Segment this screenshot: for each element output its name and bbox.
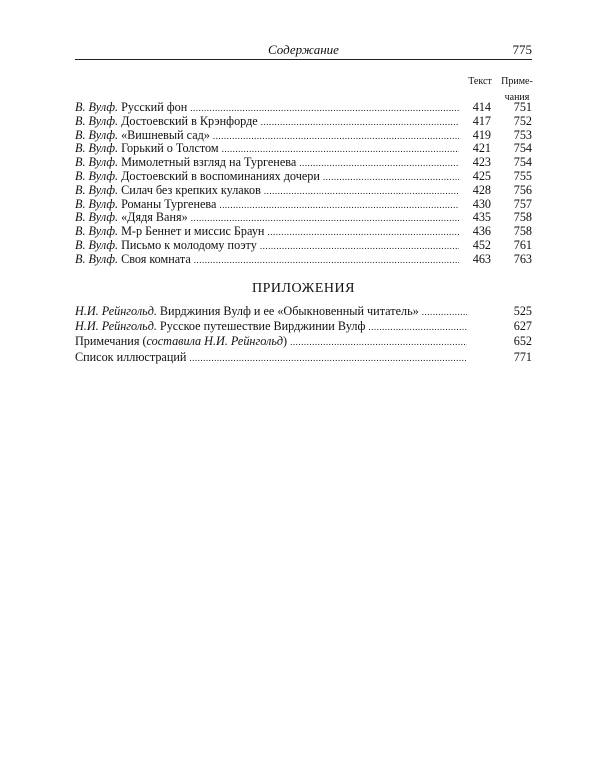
leader-dots xyxy=(260,240,459,254)
toc-notes-page: 756 xyxy=(513,182,532,197)
toc-list xyxy=(75,101,532,267)
toc-author: В. Вулф. xyxy=(75,211,119,225)
toc-row xyxy=(75,239,532,253)
toc-title: М-р Беннет и миссис Браун xyxy=(121,225,265,239)
leader-dots xyxy=(189,351,467,366)
toc-title: Романы Тургенева xyxy=(121,197,217,211)
leader-dots xyxy=(323,171,459,185)
toc-title: Своя комната xyxy=(121,252,191,266)
leader-dots xyxy=(422,305,467,320)
toc-row xyxy=(75,253,532,267)
appendix-row xyxy=(75,350,532,365)
appendix-title-italic: составила Н.И. Рейнгольд xyxy=(146,334,284,349)
toc-text-page: 421 xyxy=(472,141,491,156)
toc-text-page: 425 xyxy=(472,168,491,183)
toc-notes-page: 758 xyxy=(513,224,532,239)
header-rule xyxy=(75,59,532,60)
toc-notes-page: 754 xyxy=(513,141,532,156)
toc-text-page: 430 xyxy=(472,196,491,211)
toc-row xyxy=(75,115,532,129)
appendix-page: 627 xyxy=(513,319,532,334)
toc-author: В. Вулф. xyxy=(75,114,119,128)
toc-title: «Дядя Ваня» xyxy=(121,211,188,225)
leader-dots xyxy=(261,116,459,130)
toc-row xyxy=(75,170,532,184)
appendix-page: 652 xyxy=(513,334,532,349)
leader-dots xyxy=(299,157,459,171)
toc-text-page: 463 xyxy=(472,251,491,266)
toc-notes-page: 758 xyxy=(513,210,532,225)
toc-notes-page: 755 xyxy=(513,168,532,183)
appendix-author: Н.И. Рейнгольд. xyxy=(75,304,157,318)
toc-text-page: 428 xyxy=(472,182,491,197)
leader-dots xyxy=(190,102,459,116)
column-heading-text xyxy=(463,74,497,90)
page-number: 775 xyxy=(512,42,532,57)
toc-row xyxy=(75,142,532,156)
leader-dots xyxy=(219,199,459,213)
leader-dots xyxy=(368,320,467,335)
leader-dots xyxy=(213,130,459,144)
toc-author: В. Вулф. xyxy=(75,225,119,239)
appendix-title: Русское путешествие Вирджинии Вулф xyxy=(159,319,366,334)
appendix-title: Список иллюстраций xyxy=(75,349,187,364)
toc-row xyxy=(75,101,532,115)
toc-title: Силач без крепких кулаков xyxy=(121,183,261,197)
toc-notes-page: 754 xyxy=(513,155,532,170)
toc-text-page: 423 xyxy=(472,155,491,170)
toc-author: В. Вулф. xyxy=(75,197,119,211)
appendix-page: 771 xyxy=(513,349,532,364)
toc-author: В. Вулф. xyxy=(75,252,119,266)
leader-dots xyxy=(264,185,459,199)
toc-author: В. Вулф. xyxy=(75,142,119,156)
leader-dots xyxy=(267,226,459,240)
running-title: Содержание xyxy=(268,42,339,57)
toc-title: Достоевский в воспоминаниях дочери xyxy=(121,169,320,183)
toc-row xyxy=(75,225,532,239)
toc-row xyxy=(75,198,532,212)
appendix-title-prefix: Примечания ( xyxy=(75,334,147,349)
toc-author: В. Вулф. xyxy=(75,101,119,114)
toc-notes-page: 753 xyxy=(513,127,532,142)
toc-author: В. Вулф. xyxy=(75,169,119,183)
toc-author: В. Вулф. xyxy=(75,183,119,197)
toc-text-page: 436 xyxy=(472,224,491,239)
toc-text-page: 419 xyxy=(472,127,491,142)
toc-text-page: 452 xyxy=(472,237,491,252)
toc-row xyxy=(75,184,532,198)
appendix-heading: ПРИЛОЖЕНИЯ xyxy=(252,281,355,296)
toc-row xyxy=(75,129,532,143)
toc-row xyxy=(75,211,532,225)
appendix-list xyxy=(75,304,532,365)
toc-author: В. Вулф. xyxy=(75,128,119,142)
column-heading-text-label: Текст xyxy=(468,76,492,87)
toc-text-page: 417 xyxy=(472,113,491,128)
leader-dots xyxy=(222,143,459,157)
toc-author: В. Вулф. xyxy=(75,156,119,170)
toc-row xyxy=(75,156,532,170)
toc-title: Горький о Толстом xyxy=(121,142,219,156)
toc-notes-page: 751 xyxy=(513,100,532,114)
leader-dots xyxy=(290,335,467,350)
column-heading-notes-line1: Приме- xyxy=(501,76,533,87)
appendix-row xyxy=(75,334,532,349)
appendix-title-suffix: ) xyxy=(283,334,288,349)
toc-title: «Вишневый сад» xyxy=(121,128,210,142)
appendix-row xyxy=(75,304,532,319)
appendix-author: Н.И. Рейнгольд. xyxy=(75,319,157,334)
appendix-page: 525 xyxy=(513,304,532,318)
toc-title: Достоевский в Крэнфорде xyxy=(121,114,258,128)
toc-title: Мимолетный взгляд на Тургенева xyxy=(121,156,297,170)
toc-text-page: 414 xyxy=(472,100,491,114)
appendix-row xyxy=(75,319,532,334)
toc-title: Русский фон xyxy=(121,101,188,114)
leader-dots xyxy=(191,212,459,226)
toc-notes-page: 757 xyxy=(513,196,532,211)
column-heading-notes-line2: чания xyxy=(504,92,530,103)
leader-dots xyxy=(194,254,459,268)
appendix-title: Вирджиния Вулф и ее «Обыкновенный читатель» xyxy=(159,304,419,318)
running-header xyxy=(75,40,532,60)
toc-title: Письмо к молодому поэту xyxy=(121,238,257,252)
toc-notes-page: 752 xyxy=(513,113,532,128)
toc-author: В. Вулф. xyxy=(75,238,119,252)
toc-notes-page: 761 xyxy=(513,237,532,252)
toc-notes-page: 763 xyxy=(513,251,532,266)
toc-text-page: 435 xyxy=(472,210,491,225)
